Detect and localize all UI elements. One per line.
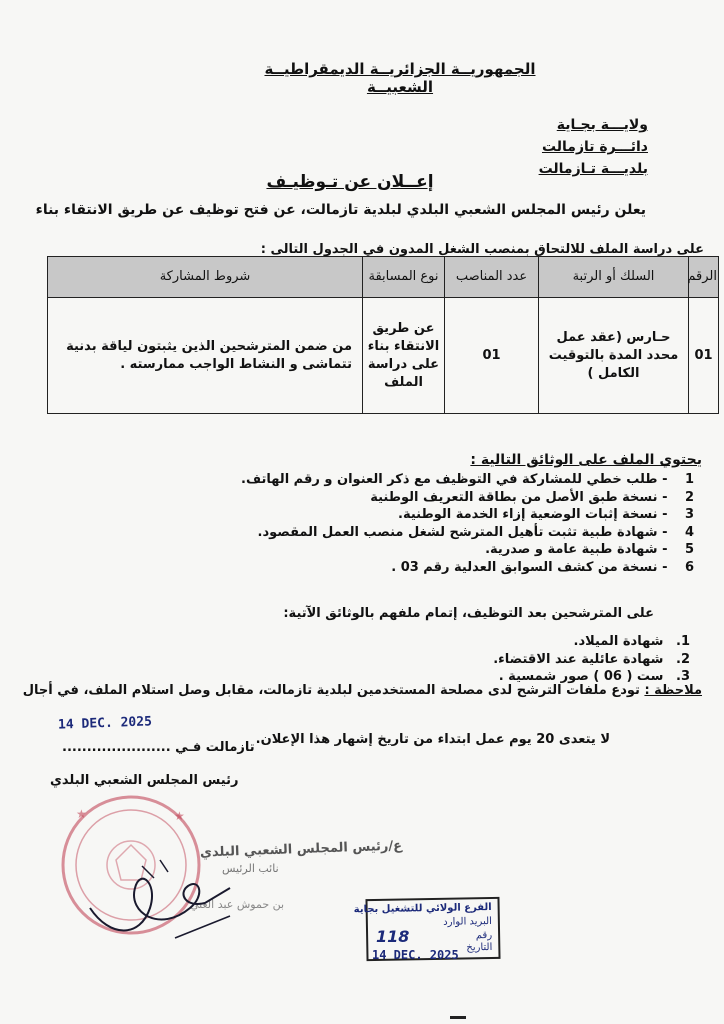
signatory-title: ع/رئيس المجلس الشعبي البلدي xyxy=(199,838,403,861)
president-title: رئيس المجلس الشعبي البلدي xyxy=(50,773,239,788)
note-line-1 xyxy=(12,683,702,698)
list-item: 3 - نسخة إثبات الوضعية إزاء الخدمة الوطنية. xyxy=(398,507,694,522)
signatory-name: بن حموش عبد الغني xyxy=(190,898,285,911)
stamp-mail: البريد الوارد xyxy=(443,915,492,928)
wilaya-line: ولايـــة بجـاية xyxy=(556,117,648,133)
header-num: الرقم xyxy=(689,257,719,298)
signatory-role: نائب الرئيس xyxy=(222,862,279,875)
svg-text:★: ★ xyxy=(76,807,87,821)
note-label: ملاحظة : xyxy=(644,683,702,698)
cell-num: 01 xyxy=(689,298,719,414)
intro-line-1: يعلن رئيس المجلس الشعبي البلدي لبلدية تازمالت، عن فتح توظيف عن طريق الانتقاء بناء xyxy=(35,202,646,218)
page-mark xyxy=(450,1016,466,1019)
announcement-title: إعــلان عن تـوظيـف xyxy=(266,172,434,192)
intro-line-2: على دراسة الملف للالتحاق بمنصب الشغل المدون في الجدول التالى : xyxy=(260,242,704,257)
list-item: 2. شهادة عائلية عند الاقتضاء. xyxy=(493,651,690,667)
header-rank: السلك أو الرتبة xyxy=(539,257,689,298)
cell-posts: 01 xyxy=(445,298,539,414)
registration-date: 14 DEC. 2025 xyxy=(372,948,459,962)
republic-header: الجمهوريــة الجزائريــة الديمقراطيــة الشعبيــة xyxy=(264,60,536,96)
positions-table xyxy=(47,256,719,414)
administration-block xyxy=(539,114,648,180)
place-date-line: تازمالت فـي ...................... xyxy=(62,740,255,755)
list-item: 1 - طلب خطي للمشاركة في التوظيف مع ذكر العنوان و رقم الهاتف. xyxy=(241,472,694,487)
cell-type: عن طريق الانتقاء بناء على دراسة الملف xyxy=(363,298,445,414)
header-posts: عدد المناصب xyxy=(445,257,539,298)
cell-conditions: من ضمن المترشحين الذين يثبتون لياقة بدنية تتماشى و النشاط الواجب ممارسته . xyxy=(48,298,363,414)
cell-rank: حـارس (عقد عمل محدد المدة بالتوقيت الكامل ) xyxy=(539,298,689,414)
stamp-date-label: التاريخ xyxy=(466,941,493,954)
note-text-1: تودع ملفات الترشح لدى مصلحة المستخدمين لبلدية تازمالت، مقابل وصل استلام الملف، في أجال xyxy=(22,683,640,698)
stamp-number-label: رقم xyxy=(475,929,493,942)
note-line-2: لا يتعدى 20 يوم عمل ابتداء من تاريخ إشهار هذا الإعلان. xyxy=(255,732,610,747)
svg-text:★: ★ xyxy=(174,809,185,823)
date-stamp: 14 DEC. 2025 xyxy=(57,714,153,733)
after-hiring-title: على المترشحين بعد التوظيف، إتمام ملفهم بالوثائق الآتية: xyxy=(283,606,654,621)
list-item: 5 - شهادة طبية عامة و صدرية. xyxy=(485,542,694,557)
registration-number: 118 xyxy=(376,927,410,946)
after-hiring-list xyxy=(493,633,690,686)
documents-list xyxy=(241,471,694,576)
table-row xyxy=(48,298,719,414)
documents-title: يحتوي الملف على الوثائق التالية : xyxy=(470,452,702,468)
daira-line: دائـــرة تازمالت xyxy=(541,139,648,155)
commune-line: بلديـــة تـازمالت xyxy=(538,161,648,177)
header-conditions: شروط المشاركة xyxy=(48,257,363,298)
header-type: نوع المسابقة xyxy=(363,257,445,298)
stamp-office: الفرع الولائي للتشغيل بجاية xyxy=(353,901,492,916)
list-item: 4 - شهادة طبية تثبت تأهيل المترشح لشغل منصب العمل المقصود. xyxy=(257,524,694,540)
list-item: 3. ست ( 06 ) صور شمسية . xyxy=(498,669,690,684)
table-header-row xyxy=(48,257,719,298)
handwritten-signature xyxy=(80,838,240,948)
list-item: 2 - نسخة طبق الأصل من بطاقة التعريف الوطنية xyxy=(370,489,694,505)
list-item: 1. شهادة الميلاد. xyxy=(573,634,690,649)
list-item: 6 - نسخة من كشف السوابق العدلية رقم 03 . xyxy=(391,559,694,575)
